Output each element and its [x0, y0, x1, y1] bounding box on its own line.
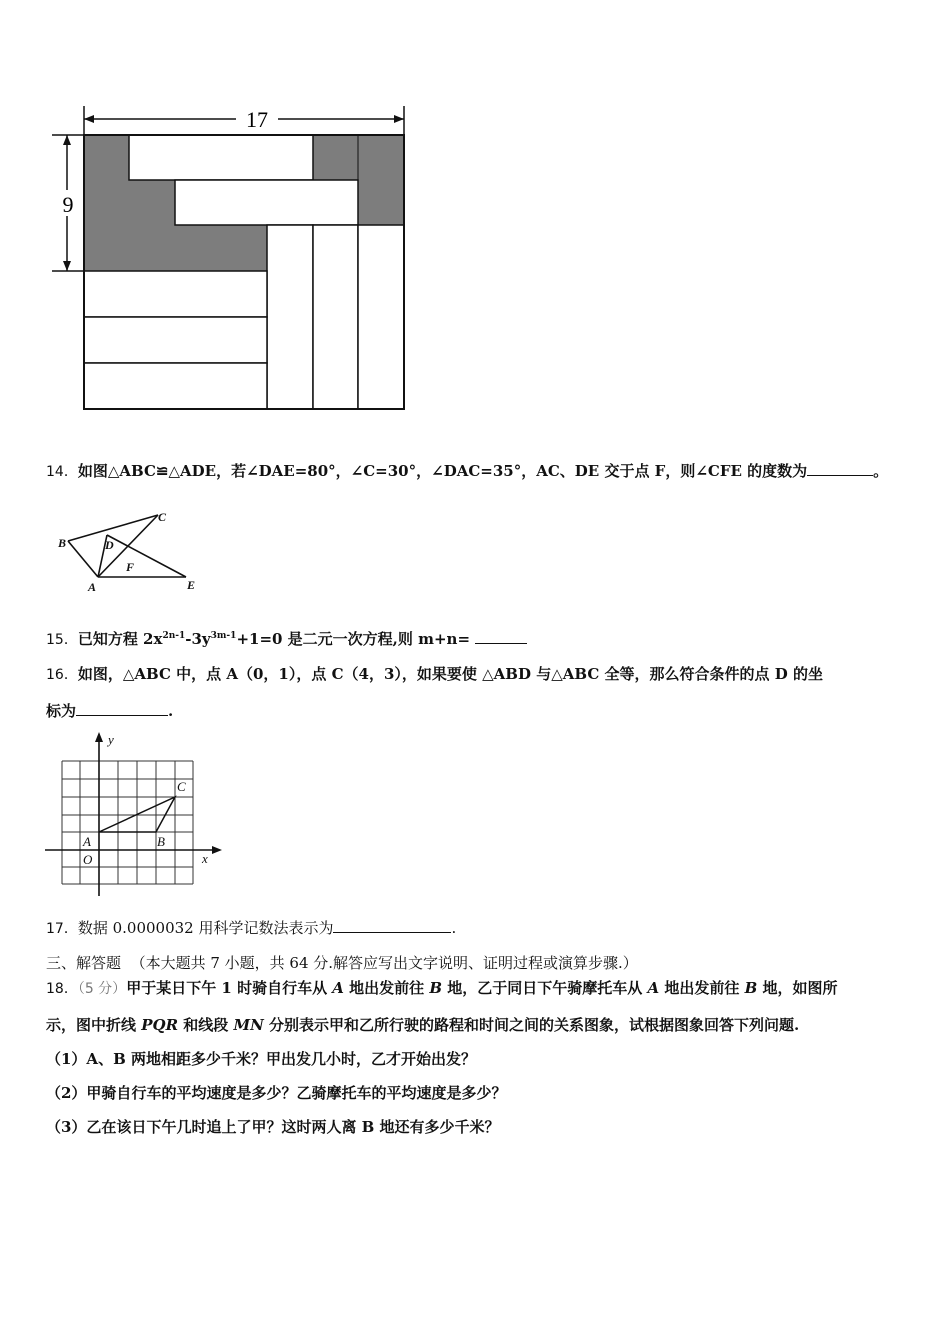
- section-3-title: 三、解答题: [46, 954, 122, 972]
- rect-top-2: [175, 180, 358, 225]
- answer-blank-14[interactable]: [807, 461, 873, 476]
- answer-blank-16[interactable]: [76, 701, 168, 716]
- question-14: 14．如图△ABC≌△ADE，若∠DAE=80°，∠C=30°，∠DAC=35°，AC、DE 交于点 F，则∠CFE 的度数为 。: [46, 462, 889, 480]
- question-18-score: （5 分）: [77, 981, 127, 997]
- question-18-sub1: （1）A、B 两地相距多少千米？甲出发几小时，乙才开始出发？: [46, 1050, 476, 1068]
- question-18-sub2: （2）甲骑自行车的平均速度是多少？乙骑摩托车的平均速度是多少？: [46, 1084, 507, 1102]
- rect-top-1: [129, 135, 313, 180]
- question-18-line2: 示，图中折线 PQR 和线段 MN 分别表示甲和乙所行驶的路程和时间之间的关系图象，试根据图象回答下列问题.: [46, 1016, 800, 1034]
- axis-label-x: x: [202, 851, 208, 866]
- question-15-number: 15．: [46, 632, 78, 648]
- grid-lines: [62, 761, 193, 884]
- figure-16-grid: [40, 728, 230, 898]
- question-18-sub3: （3）乙在该日下午几时追上了甲？这时两人离 B 地还有多少千米？: [46, 1118, 500, 1136]
- rect-vertical-2: [313, 225, 358, 409]
- label-E: E: [187, 578, 196, 592]
- point-label-O: O: [83, 852, 93, 867]
- figure-13-rectangle-puzzle: [40, 100, 420, 420]
- question-16-number: 16．: [46, 667, 78, 683]
- section-3-heading: [46, 952, 638, 973]
- rect-vertical-1: [267, 225, 313, 409]
- question-15: 15．已知方程 $2x^{2n-1}-3y^{3m-1}+1=0$ 是二元一次方程,则 m+n=: [46, 628, 527, 649]
- question-18: 18．（5 分）甲于某日下午 1 时骑自行车从 A 地出发前往 B 地，乙于同日下午骑摩托车从 A 地出发前往 B 地，如图所: [46, 979, 838, 997]
- question-16-line2: 标为 .: [46, 702, 174, 720]
- figure-14-triangles: [50, 505, 210, 597]
- label-C: C: [158, 510, 167, 524]
- point-label-B: B: [157, 834, 165, 849]
- point-label-A: A: [83, 834, 91, 849]
- rect-horizontal-3: [84, 363, 267, 409]
- question-14-text: 如图△ABC≌△ADE，若∠DAE=80°，∠C=30°，∠DAC=35°，AC、DE 交于点 F，则∠CFE 的度数为: [77, 462, 808, 480]
- dimension-17-arrow-left: [84, 115, 94, 123]
- rect-horizontal-2: [84, 317, 267, 363]
- dimension-17-arrow-right: [394, 115, 404, 123]
- answer-blank-15[interactable]: [475, 629, 527, 644]
- label-D: D: [105, 538, 114, 552]
- rect-horizontal-1: [84, 271, 267, 317]
- label-A: A: [88, 580, 97, 594]
- section-3-note: （本大题共 7 小题，共 64 分.解答应写出文字说明、证明过程或演算步骤.）: [130, 954, 638, 972]
- label-F: F: [126, 560, 135, 574]
- dimension-9-label: 9: [62, 192, 74, 217]
- question-14-number: 14．: [46, 464, 78, 480]
- question-17-number: 17．: [46, 921, 78, 937]
- label-B: B: [58, 536, 67, 550]
- dimension-17-label: 17: [246, 107, 268, 132]
- question-18-number: 18．: [46, 981, 78, 997]
- question-16: 16．如图，△ABC 中，点 A（0，1），点 C（4，3），如果要使 △ABD 与△ABC 全等，那么符合条件的点 D 的坐: [46, 665, 823, 683]
- rect-vertical-3: [358, 225, 404, 409]
- point-label-C: C: [177, 779, 186, 794]
- answer-blank-17[interactable]: [333, 918, 451, 933]
- question-17: 17．数据 0.0000032 用科学记数法表示为 .: [46, 919, 457, 937]
- axis-label-y: y: [108, 732, 114, 747]
